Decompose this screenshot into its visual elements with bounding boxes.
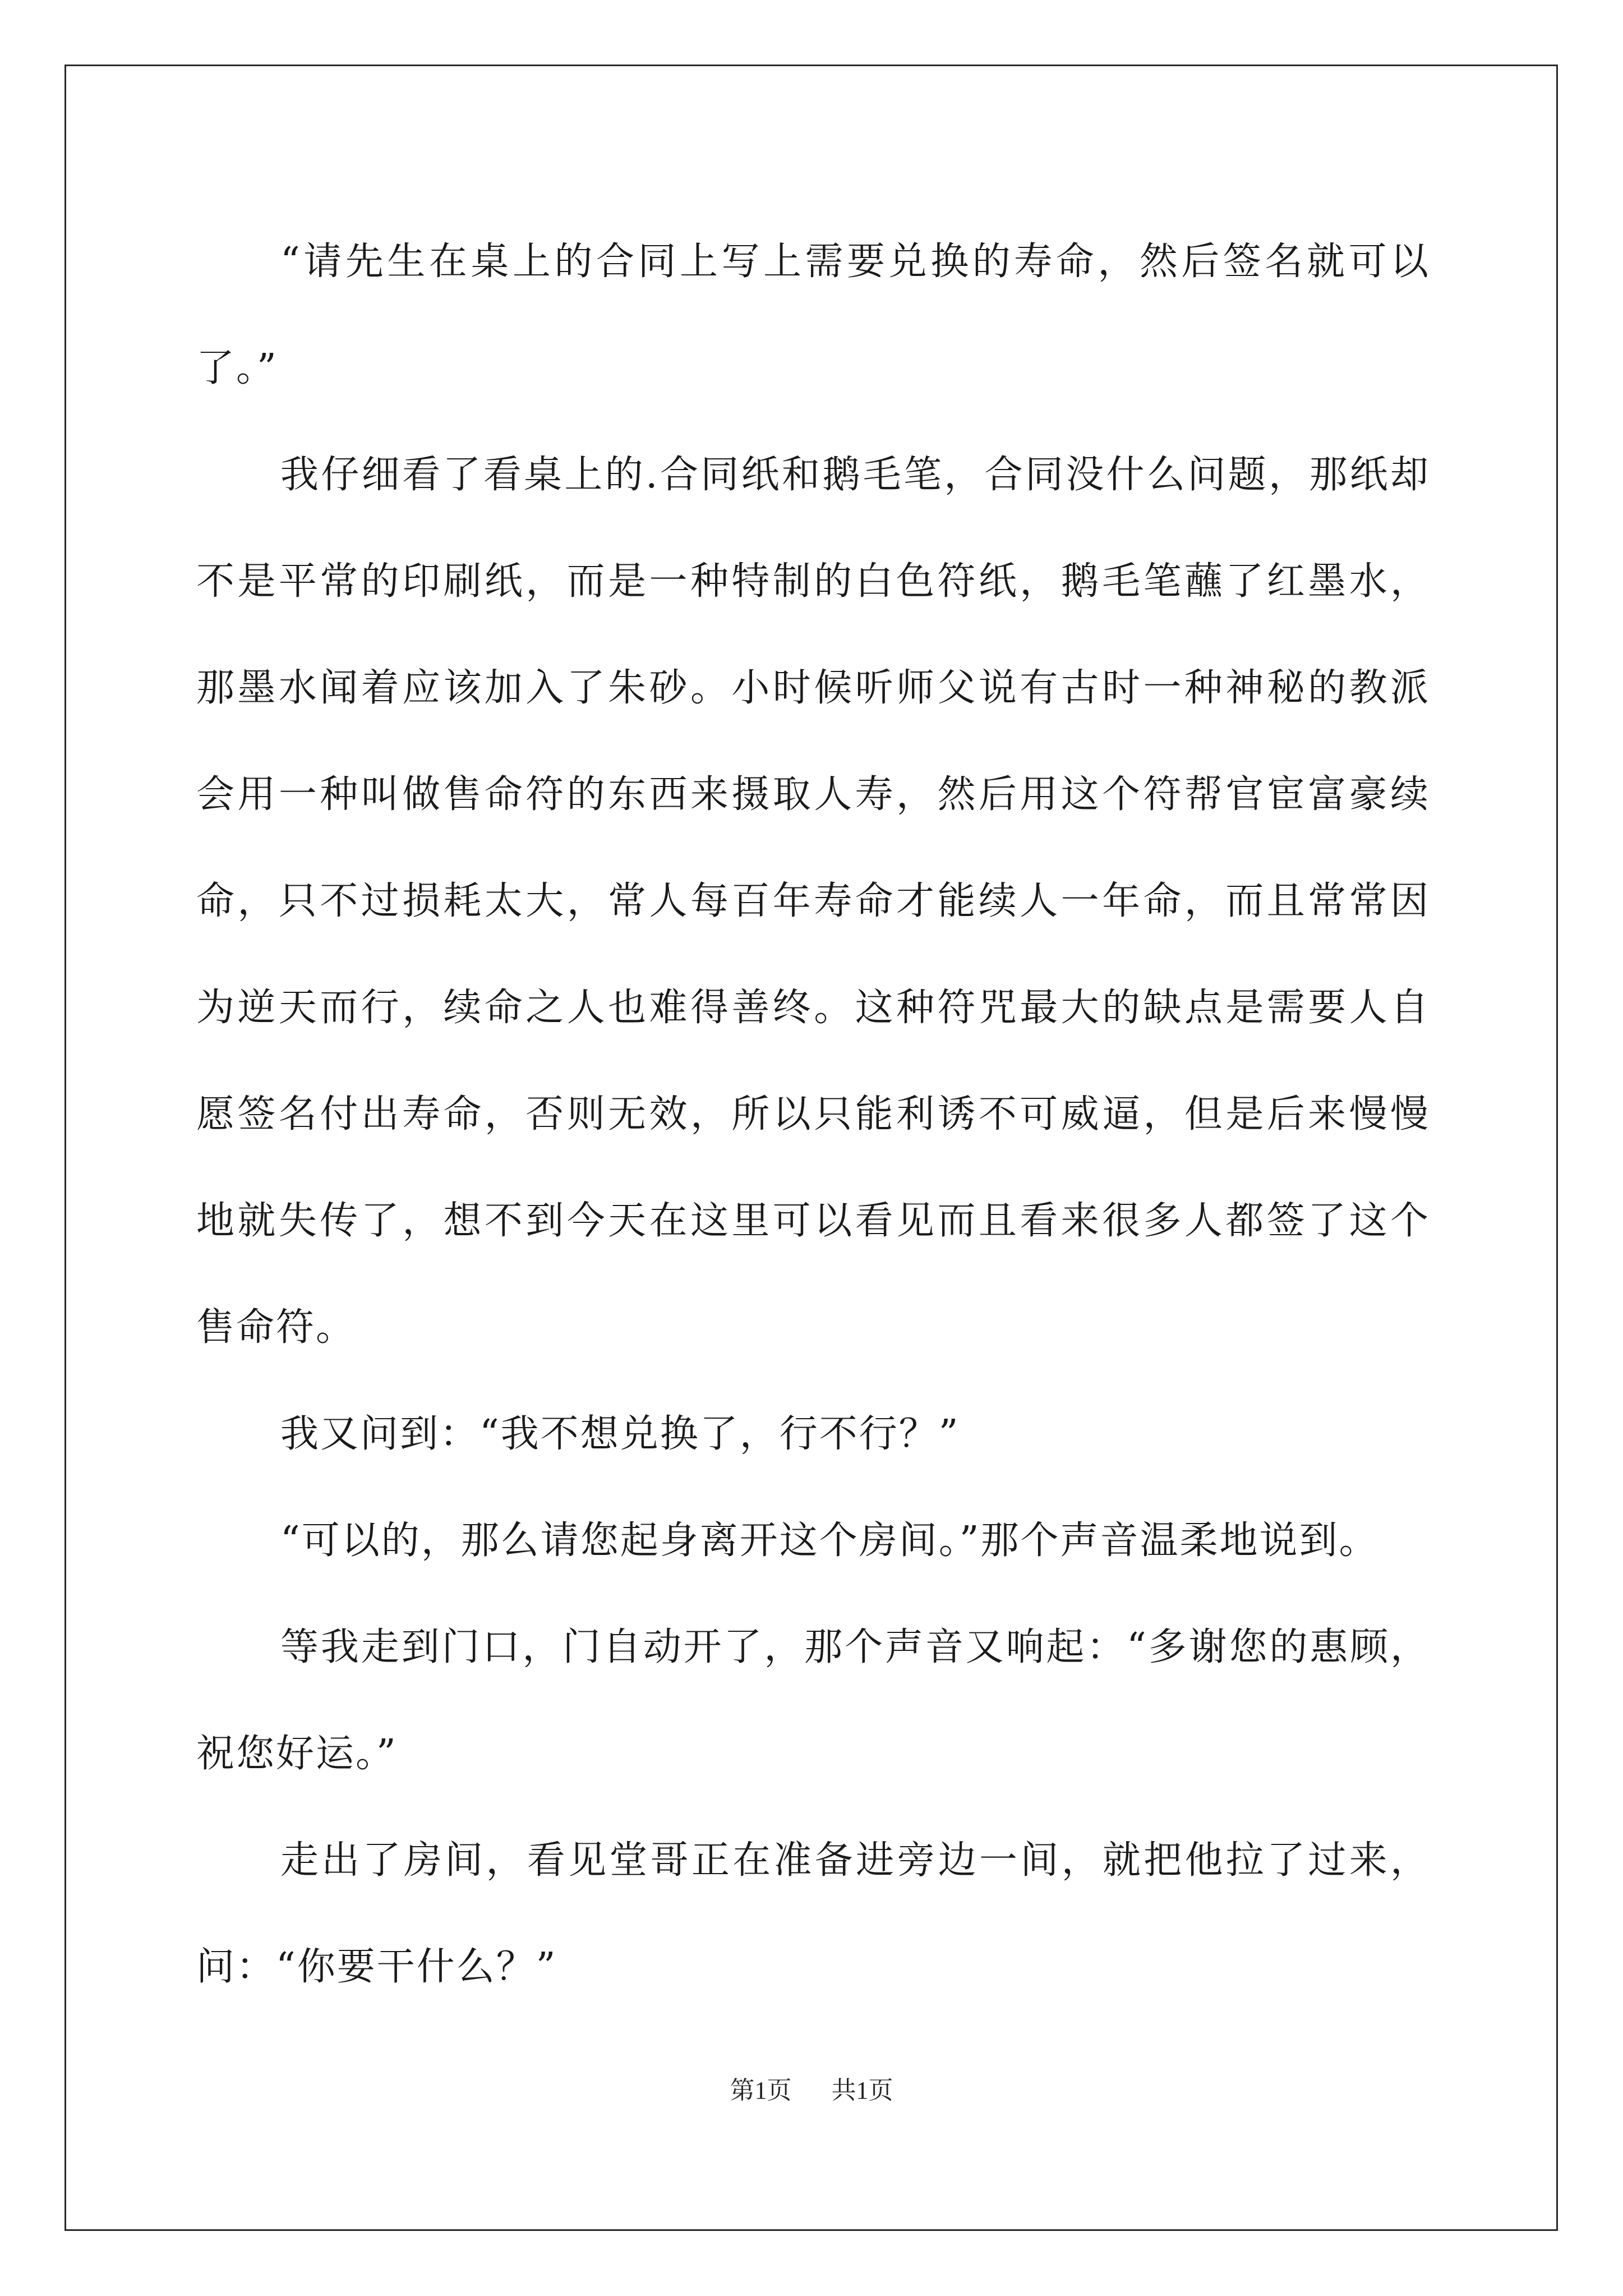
paragraph-2: 我仔细看了看桌上的.合同纸和鹅毛笔，合同没什么问题，那纸却不是平常的印刷纸，而是一种特制的白色符纸，鹅毛笔蘸了红墨水，那墨水闻着应该加入了朱砂。小时候听师父说有古时一种神秘的教派会用一种叫做售命符的东西来摄取人寿，然后用这个符帮官宦富豪续命，只不过损耗太大，常人每百年寿命才能续人一年命，而且常常因为逆天而行，续命之人也难得善终。这种符咒最大的缺点是需要人自愿签名付出寿命，否则无效，所以只能利诱不可威逼，但是后来慢慢地就失传了，想不到今天在这里可以看见而且看来很多人都签了这个售命符。: [196, 453, 1430, 1350]
page-number: 第1页: [730, 2077, 792, 2104]
paragraph-3: 我又问到：“我不想兑换了，行不行？”: [280, 1412, 960, 1456]
paragraph-6: 走出了房间，看见堂哥正在准备进旁边一间，就把他拉了过来，问：“你要干什么？”: [196, 1838, 1430, 1989]
paragraph-5: 等我走到门口，门自动开了，那个声音又响起：“多谢您的惠顾，祝您好运。”: [196, 1625, 1430, 1776]
paragraph-4: “可以的，那么请您起身离开这个房间。”那个声音温柔地说到。: [280, 1519, 1379, 1563]
page-footer: [0, 2070, 1623, 2106]
page-total: 共1页: [831, 2077, 893, 2104]
document-body: [196, 209, 1430, 2021]
paragraph-1: “请先生在桌上的合同上写上需要兑换的寿命，然后签名就可以了。”: [196, 240, 1430, 390]
